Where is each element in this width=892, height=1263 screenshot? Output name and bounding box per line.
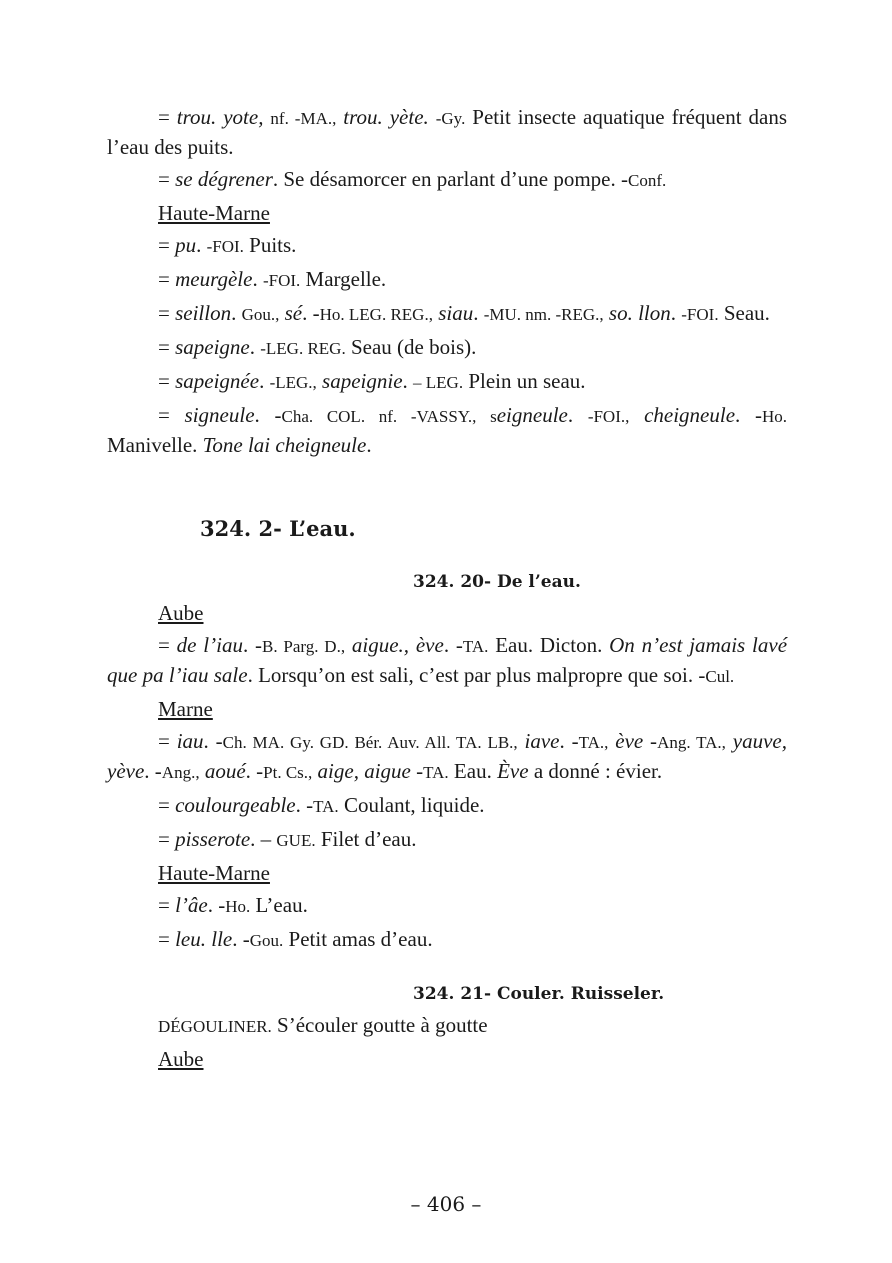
entry-sapeigne: = sapeigne. -LEG. REG. Seau (de bois). (158, 335, 477, 359)
section-heading: 324. 2- L’eau. (200, 516, 356, 541)
entry-de-liau: = de l’iau. -B. Parg. D., aigue., ève. -TA. Eau. Dicton. On n’est jamais lavé que pa l’iau sale. Lorsqu’on est sali, c’est par plus malpropre que soi. -Cul. (107, 633, 788, 687)
entry-pisserote: = pisserote. – GUE. Filet d’eau. (158, 827, 417, 851)
entry-leu-lle: = leu. lle. -Gou. Petit amas d’eau. (158, 927, 433, 951)
region-heading-marne: Marne (158, 697, 213, 721)
entry-trou-yote: = trou. yote, nf. -MA., trou. yète. -Gy. Petit insecte aquatique fréquent dans l’eau des puits. (107, 105, 787, 159)
entry-lae: = l’âe. -Ho. L’eau. (158, 893, 308, 917)
entry-signeule: = signeule. -Cha. COL. nf. -VASSY., seigneule. -FOI., cheigneule. -Ho. Manivelle. Tone lai cheigneule. (107, 403, 788, 457)
entry-se-degrener: = se dégrener. Se désamorcer en parlant d’une pompe. -Conf. (158, 167, 667, 191)
entry-iau: = iau. -Ch. MA. Gy. GD. Bér. Auv. All. TA. LB., iave. -TA., ève -Ang. TA., yauve, yève. -Ang., aoué. -Pt. Cs., aige, aigue -TA. Eau. Ève a donné : évier. (107, 729, 787, 783)
document-page (107, 103, 787, 1077)
entry-degouliner: DÉGOULINER. S’écouler goutte à goutte (158, 1013, 488, 1037)
entry-meurgele: = meurgèle. -FOI. Margelle. (158, 267, 387, 291)
region-heading-haute-marne-2: Haute-Marne (158, 861, 270, 885)
page-number: – 406 – (410, 1192, 482, 1216)
entry-coulourgeable: = coulourgeable. -TA. Coulant, liquide. (158, 793, 485, 817)
subsection-heading-couler: 324. 21- Couler. Ruisseler. (413, 984, 665, 1004)
entry-sapeignee: = sapeignée. -LEG., sapeignie. – LEG. Plein un seau. (158, 369, 586, 393)
region-heading-haute-marne: Haute-Marne (158, 201, 270, 225)
entry-pu: = pu. -FOI. Puits. (158, 233, 297, 257)
subsection-heading-de-leau: 324. 20- De l’eau. (413, 572, 581, 592)
entry-seillon: = seillon. Gou., sé. -Ho. LEG. REG., siau. -MU. nm. -REG., so. llon. -FOI. Seau. (158, 301, 770, 325)
region-heading-aube-2: Aube (158, 1047, 204, 1071)
region-heading-aube: Aube (158, 601, 204, 625)
